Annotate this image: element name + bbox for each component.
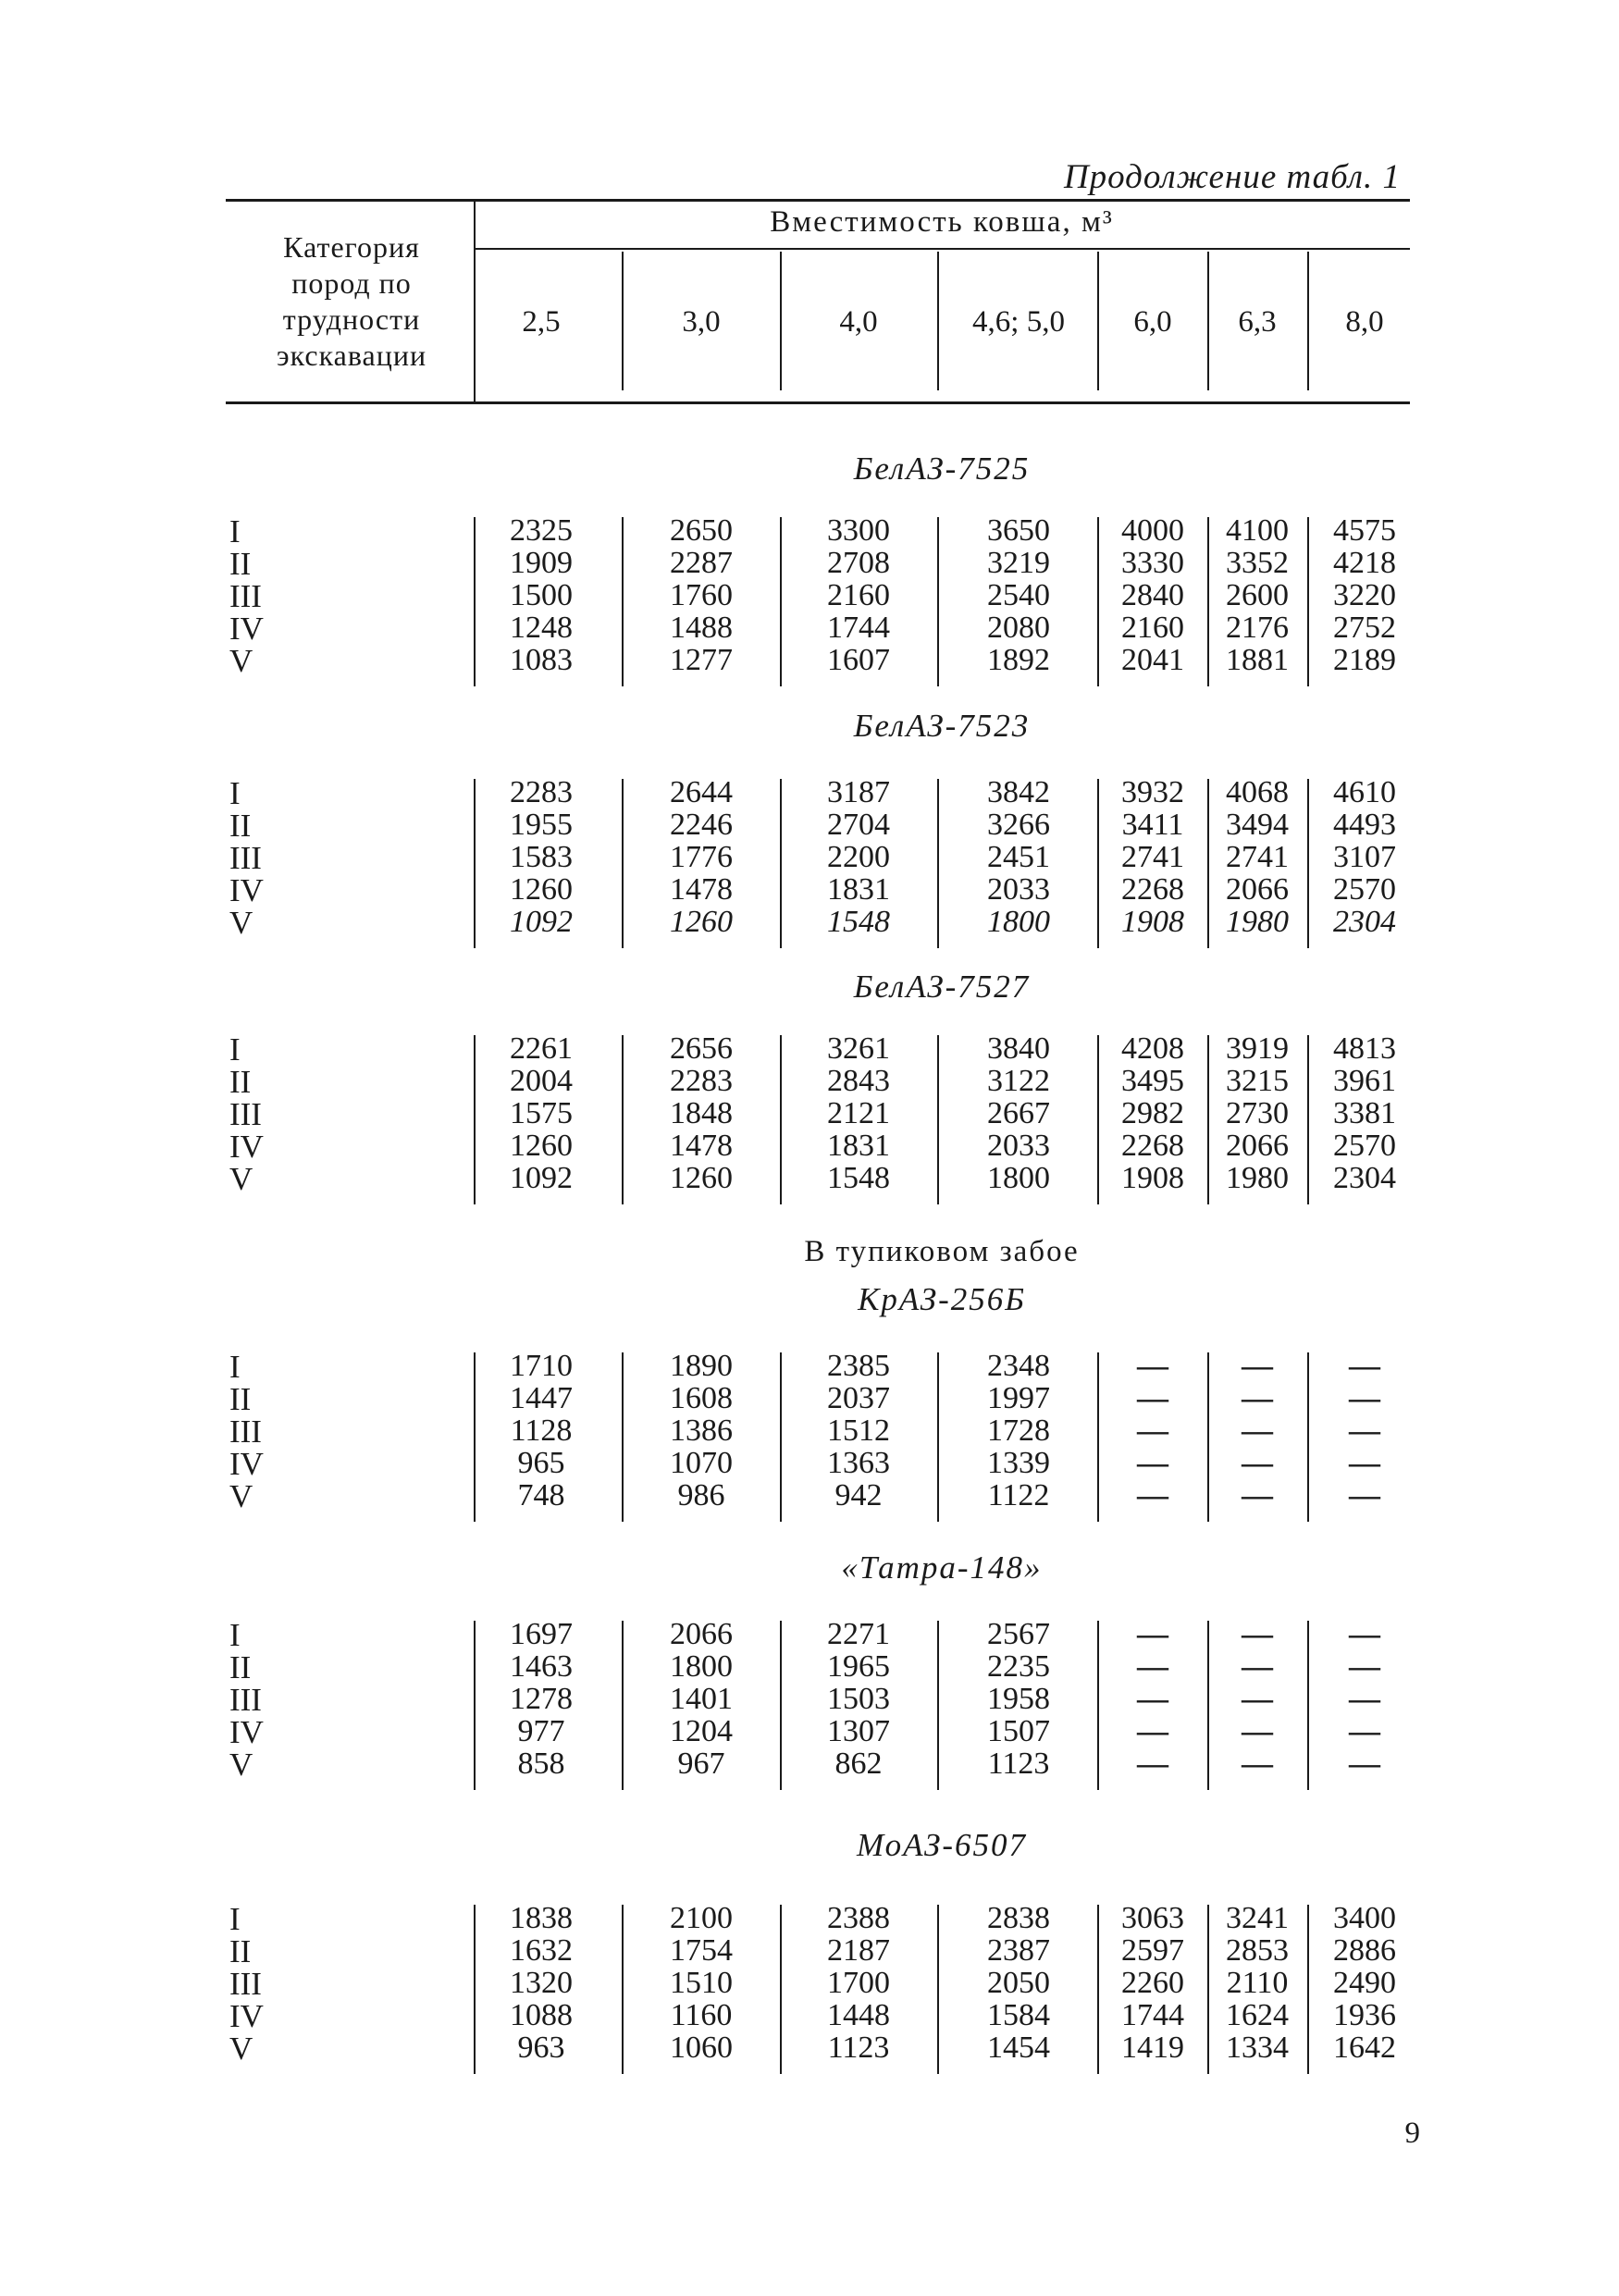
table-cell: 1339 — [987, 1446, 1050, 1480]
column-divider — [474, 1352, 476, 1522]
table-cell: 1965 — [827, 1649, 890, 1684]
table-cell: 2235 — [987, 1649, 1050, 1684]
table-cell: 2570 — [1333, 1129, 1396, 1163]
row-label-category: III — [229, 1096, 262, 1132]
table-cell: 2600 — [1226, 578, 1289, 612]
table-cell: 942 — [834, 1478, 883, 1512]
table-cell: 3352 — [1226, 546, 1289, 580]
table-cell: 977 — [517, 1714, 565, 1748]
column-divider — [780, 1035, 782, 1204]
column-divider — [937, 1905, 939, 2074]
table-cell: 2490 — [1333, 1966, 1396, 2000]
table-cell: 1831 — [827, 1129, 890, 1163]
table-cell: 3241 — [1226, 1901, 1289, 1935]
table-cell: 1728 — [987, 1413, 1050, 1448]
table-cell: 1584 — [987, 1998, 1050, 2032]
table-cell: — — [1137, 1714, 1168, 1748]
capacity-header: Вместимость ковша, м³ — [770, 205, 1114, 239]
table-cell: 2451 — [987, 840, 1050, 874]
table-cell: 2650 — [670, 513, 733, 548]
table-cell: 4000 — [1121, 513, 1184, 548]
table-cell: 2741 — [1226, 840, 1289, 874]
table-cell: 2271 — [827, 1617, 890, 1651]
table-cell: 4813 — [1333, 1031, 1396, 1066]
table-cell: 1277 — [670, 643, 733, 677]
table-cell: 1419 — [1121, 2031, 1184, 2065]
table-cell: 3187 — [827, 775, 890, 809]
table-cell: 3122 — [987, 1064, 1050, 1098]
table-cell: — — [1242, 1349, 1273, 1383]
table-cell: 1123 — [987, 1747, 1050, 1781]
table-cell: 2385 — [827, 1349, 890, 1383]
table-cell: 1386 — [670, 1413, 733, 1448]
table-cell: — — [1242, 1682, 1273, 1716]
column-divider — [937, 1352, 939, 1522]
row-label-category: IV — [229, 1446, 264, 1482]
table-cell: 1128 — [510, 1413, 573, 1448]
table-cell: 2597 — [1121, 1933, 1184, 1968]
table-cell: 1980 — [1226, 905, 1289, 939]
table-cell: 2843 — [827, 1064, 890, 1098]
row-label-category: III — [229, 1413, 262, 1450]
table-cell: — — [1242, 1478, 1273, 1512]
table-cell: 2121 — [827, 1096, 890, 1130]
table-cell: 2110 — [1226, 1966, 1289, 2000]
table-cell: 1583 — [510, 840, 573, 874]
table-cell: 1838 — [510, 1901, 573, 1935]
table-cell: 1548 — [827, 905, 890, 939]
table-cell: — — [1349, 1446, 1380, 1480]
table-cell: 3330 — [1121, 546, 1184, 580]
table-cell: 2656 — [670, 1031, 733, 1066]
table-cell: 2066 — [670, 1617, 733, 1651]
column-header-capacity: 4,6; 5,0 — [972, 305, 1065, 339]
table-cell: 1260 — [510, 1129, 573, 1163]
table-cell: 1447 — [510, 1381, 573, 1415]
section-title: БелАЗ-7527 — [853, 969, 1031, 1005]
column-divider — [474, 1035, 476, 1204]
table-cell: 1083 — [510, 643, 573, 677]
table-cell: 1955 — [510, 808, 573, 842]
row-label-category: III — [229, 1966, 262, 2002]
section-title: КрАЗ-256Б — [858, 1281, 1026, 1317]
column-divider — [474, 1621, 476, 1790]
column-divider — [780, 779, 782, 948]
table-cell: 1092 — [510, 1161, 573, 1195]
row-label-category: V — [229, 1478, 253, 1514]
table-cell: — — [1137, 1413, 1168, 1448]
table-cell: 2325 — [510, 513, 573, 548]
category-column-header: Категория пород по трудности экскавации — [276, 230, 427, 372]
table-cell: 1463 — [510, 1649, 573, 1684]
table-cell: 3400 — [1333, 1901, 1396, 1935]
table-cell: 2752 — [1333, 611, 1396, 645]
column-divider — [474, 202, 476, 401]
table-cell: 3961 — [1333, 1064, 1396, 1098]
table-cell: 1092 — [510, 905, 573, 939]
table-cell: 2667 — [987, 1096, 1050, 1130]
table-cell: 3063 — [1121, 1901, 1184, 1935]
table-cell: 2066 — [1226, 1129, 1289, 1163]
column-divider — [474, 1905, 476, 2074]
table-cell: 2187 — [827, 1933, 890, 1968]
table-continuation-caption: Продолжение табл. 1 — [1063, 158, 1401, 196]
table-cell: 1320 — [510, 1966, 573, 2000]
table-cell: 967 — [677, 1747, 725, 1781]
table-cell: 1088 — [510, 1998, 573, 2032]
table-cell: 1776 — [670, 840, 733, 874]
table-cell: — — [1242, 1649, 1273, 1684]
table-cell: — — [1242, 1381, 1273, 1415]
table-cell: 1908 — [1121, 905, 1184, 939]
table-cell: 2388 — [827, 1901, 890, 1935]
table-cell: 3215 — [1226, 1064, 1289, 1098]
table-cell: 2840 — [1121, 578, 1184, 612]
table-cell: 4610 — [1333, 775, 1396, 809]
table-cell: 2348 — [987, 1349, 1050, 1383]
table-cell: — — [1349, 1349, 1380, 1383]
row-label-category: I — [229, 1031, 241, 1068]
table-cell: 858 — [517, 1747, 565, 1781]
table-cell: 2050 — [987, 1966, 1050, 2000]
column-divider — [780, 1905, 782, 2074]
column-divider — [937, 1035, 939, 1204]
table-cell: 4100 — [1226, 513, 1289, 548]
table-cell: — — [1137, 1446, 1168, 1480]
table-cell: — — [1349, 1413, 1380, 1448]
table-cell: 1608 — [670, 1381, 733, 1415]
column-divider — [780, 252, 782, 390]
table-cell: 2100 — [670, 1901, 733, 1935]
column-header-capacity: 6,3 — [1238, 305, 1277, 339]
table-cell: — — [1349, 1649, 1380, 1684]
table-cell: 2037 — [827, 1381, 890, 1415]
row-label-category: IV — [229, 1714, 264, 1750]
table-cell: 963 — [517, 2031, 565, 2065]
table-cell: 2708 — [827, 546, 890, 580]
table-cell: 2704 — [827, 808, 890, 842]
column-divider — [474, 779, 476, 948]
table-cell: 1700 — [827, 1966, 890, 2000]
table-cell: 1278 — [510, 1682, 573, 1716]
table-cell: — — [1349, 1682, 1380, 1716]
row-label-category: IV — [229, 872, 264, 908]
table-cell: 1160 — [670, 1998, 733, 2032]
row-label-category: I — [229, 1901, 241, 1937]
column-divider — [780, 1352, 782, 1522]
table-cell: 1478 — [670, 872, 733, 907]
table-cell: 986 — [677, 1478, 725, 1512]
column-header-capacity: 8,0 — [1345, 305, 1384, 339]
table-cell: 2283 — [510, 775, 573, 809]
table-cell: 1958 — [987, 1682, 1050, 1716]
table-cell: 965 — [517, 1446, 565, 1480]
table-cell: 2066 — [1226, 872, 1289, 907]
table-cell: 1123 — [827, 2031, 890, 2065]
table-cell: 2160 — [827, 578, 890, 612]
row-label-category: I — [229, 1349, 241, 1385]
table-cell: — — [1137, 1747, 1168, 1781]
row-label-category: IV — [229, 1129, 264, 1165]
table-cell: 2260 — [1121, 1966, 1184, 2000]
table-cell: 1881 — [1226, 643, 1289, 677]
row-label-category: V — [229, 905, 253, 941]
table-cell: 1744 — [1121, 1998, 1184, 2032]
table-cell: 1454 — [987, 2031, 1050, 2065]
table-cell: 2033 — [987, 872, 1050, 907]
table-cell: 1997 — [987, 1381, 1050, 1415]
table-cell: 2304 — [1333, 1161, 1396, 1195]
table-cell: 3919 — [1226, 1031, 1289, 1066]
section-title: «Татра-148» — [841, 1549, 1043, 1586]
table-cell: 3494 — [1226, 808, 1289, 842]
table-cell: 1334 — [1226, 2031, 1289, 2065]
column-divider — [937, 1621, 939, 1790]
table-cell: 1754 — [670, 1933, 733, 1968]
table-cell: 3261 — [827, 1031, 890, 1066]
table-cell: 1760 — [670, 578, 733, 612]
table-cell: 1697 — [510, 1617, 573, 1651]
table-cell: 3495 — [1121, 1064, 1184, 1098]
column-header-capacity: 4,0 — [839, 305, 878, 339]
table-cell: 1510 — [670, 1966, 733, 2000]
table-cell: 1260 — [670, 905, 733, 939]
column-divider — [622, 779, 624, 948]
table-cell: 1831 — [827, 872, 890, 907]
table-cell: 2283 — [670, 1064, 733, 1098]
table-cell: 1070 — [670, 1446, 733, 1480]
table-cell: 1448 — [827, 1998, 890, 2032]
table-cell: 4575 — [1333, 513, 1396, 548]
table-cell: 2741 — [1121, 840, 1184, 874]
section-title: БелАЗ-7523 — [853, 708, 1031, 744]
table-cell: — — [1242, 1714, 1273, 1748]
section-subheading: В тупиковом забое — [804, 1235, 1080, 1268]
table-cell: 1488 — [670, 611, 733, 645]
column-divider — [937, 779, 939, 948]
row-label-category: IV — [229, 611, 264, 647]
table-cell: 4218 — [1333, 546, 1396, 580]
row-label-category: II — [229, 1649, 252, 1685]
table-cell: — — [1242, 1747, 1273, 1781]
table-cell: 3840 — [987, 1031, 1050, 1066]
table-cell: 3411 — [1121, 808, 1184, 842]
table-top-rule — [226, 199, 1410, 202]
table-cell: — — [1137, 1649, 1168, 1684]
table-cell: 748 — [517, 1478, 565, 1512]
table-cell: 2160 — [1121, 611, 1184, 645]
table-cell: 2838 — [987, 1901, 1050, 1935]
row-label-category: III — [229, 1682, 262, 1718]
row-label-category: II — [229, 808, 252, 844]
table-cell: 3219 — [987, 546, 1050, 580]
row-label-category: II — [229, 1064, 252, 1100]
column-divider — [622, 1905, 624, 2074]
table-cell: 1892 — [987, 643, 1050, 677]
table-cell: 1512 — [827, 1413, 890, 1448]
table-cell: 1478 — [670, 1129, 733, 1163]
row-label-category: II — [229, 1933, 252, 1969]
row-label-category: III — [229, 840, 262, 876]
table-cell: 1632 — [510, 1933, 573, 1968]
table-cell: 1980 — [1226, 1161, 1289, 1195]
table-cell: 2200 — [827, 840, 890, 874]
table-cell: 2982 — [1121, 1096, 1184, 1130]
column-divider — [780, 1621, 782, 1790]
table-cell: 862 — [834, 1747, 883, 1781]
table-cell: 1307 — [827, 1714, 890, 1748]
table-cell: 2176 — [1226, 611, 1289, 645]
table-cell: 1908 — [1121, 1161, 1184, 1195]
column-divider — [622, 1352, 624, 1522]
table-cell: 1548 — [827, 1161, 890, 1195]
table-cell: 1890 — [670, 1349, 733, 1383]
row-label-category: V — [229, 643, 253, 679]
table-cell: — — [1349, 1714, 1380, 1748]
table-cell: — — [1242, 1617, 1273, 1651]
column-header-capacity: 2,5 — [522, 305, 561, 339]
table-cell: — — [1349, 1381, 1380, 1415]
table-cell: 2387 — [987, 1933, 1050, 1968]
row-label-category: I — [229, 513, 241, 549]
table-cell: 1401 — [670, 1682, 733, 1716]
table-cell: 1607 — [827, 643, 890, 677]
table-cell: 3381 — [1333, 1096, 1396, 1130]
table-cell: 2644 — [670, 775, 733, 809]
table-cell: 2730 — [1226, 1096, 1289, 1130]
table-cell: — — [1242, 1446, 1273, 1480]
column-divider — [474, 517, 476, 686]
row-label-category: V — [229, 1161, 253, 1197]
column-divider — [622, 1035, 624, 1204]
table-cell: 3220 — [1333, 578, 1396, 612]
column-header-capacity: 3,0 — [682, 305, 721, 339]
table-cell: 4208 — [1121, 1031, 1184, 1066]
table-cell: 2004 — [510, 1064, 573, 1098]
table-cell: 1710 — [510, 1349, 573, 1383]
table-cell: — — [1137, 1682, 1168, 1716]
column-divider — [780, 517, 782, 686]
table-cell: 2287 — [670, 546, 733, 580]
column-header-capacity: 6,0 — [1133, 305, 1172, 339]
row-label-category: II — [229, 1381, 252, 1417]
table-cell: 3650 — [987, 513, 1050, 548]
table-cell: 2304 — [1333, 905, 1396, 939]
table-cell: 3107 — [1333, 840, 1396, 874]
row-label-category: I — [229, 775, 241, 811]
column-divider — [937, 252, 939, 390]
table-cell: 2567 — [987, 1617, 1050, 1651]
row-label-category: I — [229, 1617, 241, 1653]
table-cell: 1575 — [510, 1096, 573, 1130]
table-cell: 4493 — [1333, 808, 1396, 842]
row-label-category: III — [229, 578, 262, 614]
table-cell: — — [1349, 1478, 1380, 1512]
table-cell: 2261 — [510, 1031, 573, 1066]
table-cell: 2268 — [1121, 1129, 1184, 1163]
table-cell: 3266 — [987, 808, 1050, 842]
table-cell: 1642 — [1333, 2031, 1396, 2065]
table-cell: 3842 — [987, 775, 1050, 809]
table-cell: 1060 — [670, 2031, 733, 2065]
table-cell: 1122 — [987, 1478, 1050, 1512]
table-cell: 2268 — [1121, 872, 1184, 907]
section-title: БелАЗ-7525 — [853, 451, 1031, 487]
table-cell: 1800 — [987, 1161, 1050, 1195]
table-cell: — — [1137, 1349, 1168, 1383]
column-divider — [622, 517, 624, 686]
row-label-category: V — [229, 2031, 253, 2067]
page-number: 9 — [1404, 2117, 1420, 2150]
header-bottom-rule — [226, 401, 1410, 404]
table-cell: — — [1137, 1478, 1168, 1512]
row-label-category: V — [229, 1747, 253, 1783]
table-cell: 1248 — [510, 611, 573, 645]
table-cell: 1909 — [510, 546, 573, 580]
table-cell: 1260 — [510, 872, 573, 907]
table-cell: — — [1137, 1617, 1168, 1651]
table-cell: 2041 — [1121, 643, 1184, 677]
table-cell: 1624 — [1226, 1998, 1289, 2032]
table-cell: 2033 — [987, 1129, 1050, 1163]
table-cell: 2080 — [987, 611, 1050, 645]
table-cell: 2540 — [987, 578, 1050, 612]
column-divider — [622, 252, 624, 390]
table-cell: 1503 — [827, 1682, 890, 1716]
table-cell: 3932 — [1121, 775, 1184, 809]
table-cell: — — [1349, 1747, 1380, 1781]
table-cell: 1936 — [1333, 1998, 1396, 2032]
table-cell: 1363 — [827, 1446, 890, 1480]
table-cell: 1204 — [670, 1714, 733, 1748]
column-divider — [622, 1621, 624, 1790]
section-title: МоАЗ-6507 — [856, 1827, 1028, 1863]
table-cell: 2246 — [670, 808, 733, 842]
table-cell: 1848 — [670, 1096, 733, 1130]
table-cell: 4068 — [1226, 775, 1289, 809]
table-cell: 2570 — [1333, 872, 1396, 907]
table-cell: 1500 — [510, 578, 573, 612]
table-cell: 2189 — [1333, 643, 1396, 677]
row-label-category: II — [229, 546, 252, 582]
table-cell: 1507 — [987, 1714, 1050, 1748]
table-cell: 1744 — [827, 611, 890, 645]
table-cell: 1800 — [987, 905, 1050, 939]
table-cell: 2853 — [1226, 1933, 1289, 1968]
table-cell: 3300 — [827, 513, 890, 548]
table-cell: — — [1137, 1381, 1168, 1415]
table-cell: 1800 — [670, 1649, 733, 1684]
table-cell: 1260 — [670, 1161, 733, 1195]
table-cell: — — [1349, 1617, 1380, 1651]
row-label-category: IV — [229, 1998, 264, 2034]
capacity-sub-rule — [474, 248, 1410, 250]
table-cell: 2886 — [1333, 1933, 1396, 1968]
table-cell: — — [1242, 1413, 1273, 1448]
column-divider — [937, 517, 939, 686]
